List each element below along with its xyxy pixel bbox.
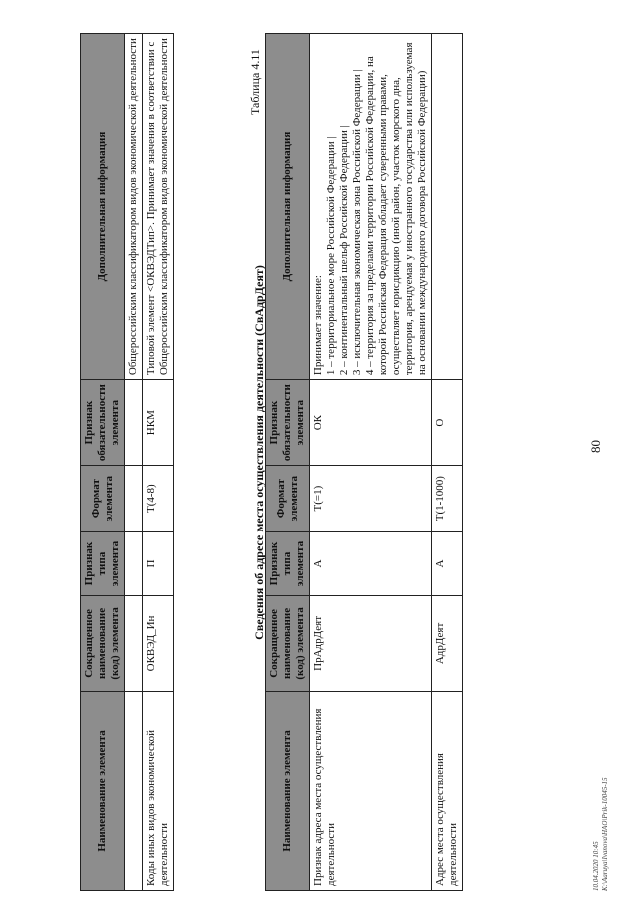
header-format: Формат элемента — [266, 466, 310, 532]
cell-info: Типовой элемент <ОКВЭДТип>. Принимает значения в соответствии с Общероссийским классификатором видов экономической деятельности — [143, 34, 174, 380]
info-line: 1 – территориальное море Российской Федерации | — [325, 136, 337, 376]
header-format: Формат элемента — [81, 466, 125, 532]
header-info: Дополнительная информация — [266, 34, 310, 380]
table-header-row — [81, 34, 125, 891]
section-title: Сведения об адресе места осуществления деятельности (СвАдрДеят) — [252, 265, 266, 640]
table-row — [310, 34, 432, 891]
cell-name: Адрес места осуществления деятельности — [432, 691, 463, 890]
footer-line: 10.04.2020 10:45 — [592, 841, 600, 891]
cell-code: АдрДеят — [432, 596, 463, 692]
header-required: Признак обязательности элемента — [81, 380, 125, 466]
page-number: 80 — [588, 440, 603, 453]
header-code: Сокращенное наименование (код) элемента — [266, 596, 310, 692]
cell-info — [310, 34, 432, 380]
cell-info: Общероссийским классификатором видов экономической деятельности — [125, 34, 143, 380]
table-header-row — [266, 34, 310, 891]
cell-required: ОК — [310, 380, 432, 466]
cell-info — [432, 34, 463, 380]
cell-required: НКМ — [143, 380, 174, 466]
cell-code: ПрАдрДеят — [310, 596, 432, 692]
table-okved — [80, 33, 174, 891]
cell-format: T(4-8) — [143, 466, 174, 532]
header-code: Сокращенное наименование (код) элемента — [81, 596, 125, 692]
info-line: 3 – исключительная экономическая зона Российской Федерации | — [351, 69, 363, 376]
cell-type: А — [432, 532, 463, 596]
header-name: Наименование элемента — [81, 691, 125, 890]
cell-name: Коды иных видов экономической деятельности — [143, 691, 174, 890]
info-line: Принимает значение: — [312, 275, 324, 376]
cell-required: О — [432, 380, 463, 466]
header-type: Признак типа элемента — [81, 532, 125, 596]
cell-type: А — [310, 532, 432, 596]
info-line: 2 – континентальный шельф Российской Федерации | — [338, 125, 350, 376]
table-row — [143, 34, 174, 891]
table-row — [125, 34, 143, 891]
cell-format: T(=1) — [310, 466, 432, 532]
cell-type: П — [143, 532, 174, 596]
table-label: Таблица 4.11 — [248, 49, 262, 115]
table-address — [265, 33, 463, 891]
header-info: Дополнительная информация — [81, 34, 125, 380]
cell-name: Признак адреса места осуществления деятельности — [310, 691, 432, 890]
header-type: Признак типа элемента — [266, 532, 310, 596]
table-row — [432, 34, 463, 891]
footer-line: K:\Aaruya\Ivanova\HAO\Prik-10045-15 — [601, 777, 609, 891]
cell-format: T(1-1000) — [432, 466, 463, 532]
cell-code: ОКВЭД_Ин — [143, 596, 174, 692]
header-required: Признак обязательности элемента — [266, 380, 310, 466]
info-line: 4 – территория за пределами территории Российской Федерации, на которой Российская Федерация обладает суверенными правами, осуществляет юрисдикцию (иной район, участок морского дна, территория, арендуемая у иностранного государства или используемая на основании международного договора Российской Федерации) — [364, 42, 428, 376]
footer-stamp — [592, 777, 610, 891]
header-name: Наименование элемента — [266, 691, 310, 890]
